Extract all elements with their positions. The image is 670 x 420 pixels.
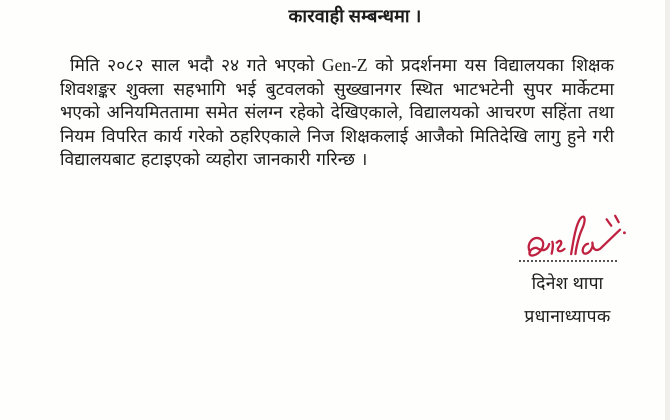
signature-block <box>495 214 640 328</box>
page-edge-shadow <box>665 0 670 420</box>
document-title: कारवाही सम्बन्धमा । <box>288 6 422 26</box>
signatory-name: दिनेश थापा <box>531 273 604 293</box>
signatory-role: प्रधानाध्यापक <box>524 306 611 326</box>
document-body-paragraph: मिति २०८२ साल भदौ २४ गते भएको Gen-Z को प्रदर्शनमा यस विद्यालयका शिक्षक शिवशङ्कर शुक्ला सहभागि भई बुटवलको सुख्खानगर स्थित भाटभटेनी सुपर मार्केटमा भएको अनियमिततामा समेत संलग्न रहेको देखिएकाले, विद्यालयको आचरण सहिंता तथा नियम विपरित कार्य गरेको ठहरिएकाले निज शिक्षकलाई आजैको मितिदेखि लागु हुने गरी विद्यालयबाट हटाइएको व्यहोरा जानकारी गरिन्छ । <box>60 55 614 169</box>
handwritten-signature-icon <box>522 212 628 270</box>
